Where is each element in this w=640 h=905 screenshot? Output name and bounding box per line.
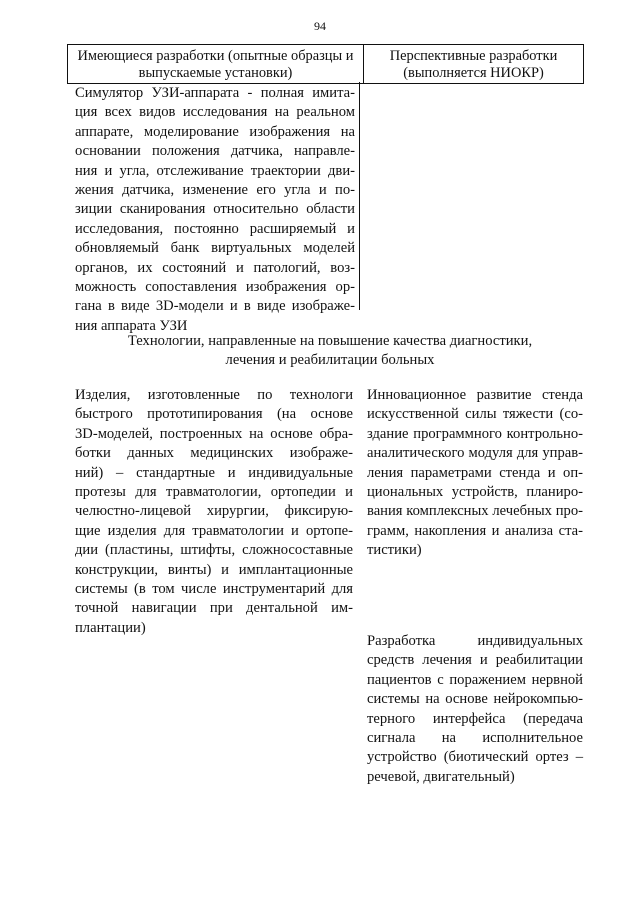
text-line: ления параметрами стенда и оп- <box>367 464 583 481</box>
column-divider <box>359 82 360 310</box>
text-line: дии (пластины, штифты, сложносоставные <box>75 542 353 559</box>
text-line: аналитического модуля для управ- <box>367 445 583 462</box>
section-title-line: Технологии, направленные на повышение качества диагностики, <box>127 333 533 349</box>
text-line: устройство (биотический ортез – <box>367 749 583 766</box>
text-line: грамм, накопления и анализа ста- <box>367 522 583 539</box>
text-line: исследования, постоянно расширяемый и <box>75 220 355 237</box>
table-header <box>67 44 584 84</box>
gravity-stand-description <box>367 386 583 561</box>
text-line: гана в виде 3D-модели и в виде изображе- <box>75 298 355 315</box>
text-line: искусственной силы тяжести (со- <box>367 406 583 423</box>
text-line: ния и угла, отслеживание траектории дви- <box>75 162 355 179</box>
neuro-interface-description <box>367 632 583 787</box>
text-line: средств лечения и реабилитации <box>367 652 583 669</box>
text-line: тистики) <box>367 542 422 559</box>
text-line: органов, их состояний и патологий, воз- <box>75 259 355 276</box>
text-line: основании положения датчика, направле- <box>75 143 355 160</box>
text-line: речевой, двигательный) <box>367 768 515 785</box>
uzi-simulator-description <box>75 84 355 336</box>
text-line: зиции сканирования относительно области <box>75 201 355 218</box>
text-line: конструкции, винты) и имплантационные <box>75 561 353 578</box>
text-line: системы на основе нейрокомпью- <box>367 691 583 708</box>
text-line: здание программного контрольно- <box>367 425 583 442</box>
text-line: ний) – стандартные и индивидуальные <box>75 464 353 481</box>
text-line: щие изделия для травматологии и ортопе- <box>75 522 353 539</box>
text-line: сигнала на исполнительное <box>367 730 583 747</box>
header-existing-developments: Имеющиеся разработки (опытные образцы и выпускаемые установки) <box>68 45 364 84</box>
prototyping-description <box>75 386 353 638</box>
text-line: Инновационное развитие стенда <box>367 387 583 403</box>
text-line: терного интерфейса (передача <box>367 710 583 727</box>
text-line: Изделия, изготовленные по технологи <box>75 387 353 403</box>
text-line: жения датчика, изменение его угла и по- <box>75 182 355 199</box>
text-line: протезы для травматологии, ортопедии и <box>75 484 353 501</box>
text-line: Симулятор УЗИ-аппарата - полная имита- <box>75 85 355 101</box>
text-line: быстрого прототипирования (на основе <box>75 406 353 423</box>
text-line: Разработка индивидуальных <box>367 633 583 649</box>
section-title <box>80 332 580 370</box>
text-line: обновляемый банк виртуальных моделей <box>75 240 355 257</box>
text-line: 3D-моделей, построенных на основе обра- <box>75 425 353 442</box>
page-number: 94 <box>314 19 326 33</box>
text-line: ботки данных медицинских изображе- <box>75 445 353 462</box>
header-prospective-developments: Перспективные разработки (выполняется НИОКР) <box>364 45 584 84</box>
text-line: можность сопоставления изображения ор- <box>75 279 355 296</box>
text-line: плантации) <box>75 619 146 636</box>
text-line: аппарате, моделирование изображения на <box>75 123 355 140</box>
text-line: ция всех видов исследования на реальном <box>75 104 355 121</box>
text-line: циональных устройств, планиро- <box>367 484 583 501</box>
text-line: пациентов с поражением нервной <box>367 671 583 688</box>
text-line: точной навигации при дентальной им- <box>75 600 353 617</box>
text-line: вания комплексных лечебных про- <box>367 503 583 520</box>
text-line: системы (в том числе инструментарий для <box>75 581 353 598</box>
text-line: ния аппарата УЗИ <box>75 317 188 334</box>
section-title-line: лечения и реабилитации больных <box>225 352 435 368</box>
text-line: челюстно-лицевой хирургии, фиксирую- <box>75 503 353 520</box>
